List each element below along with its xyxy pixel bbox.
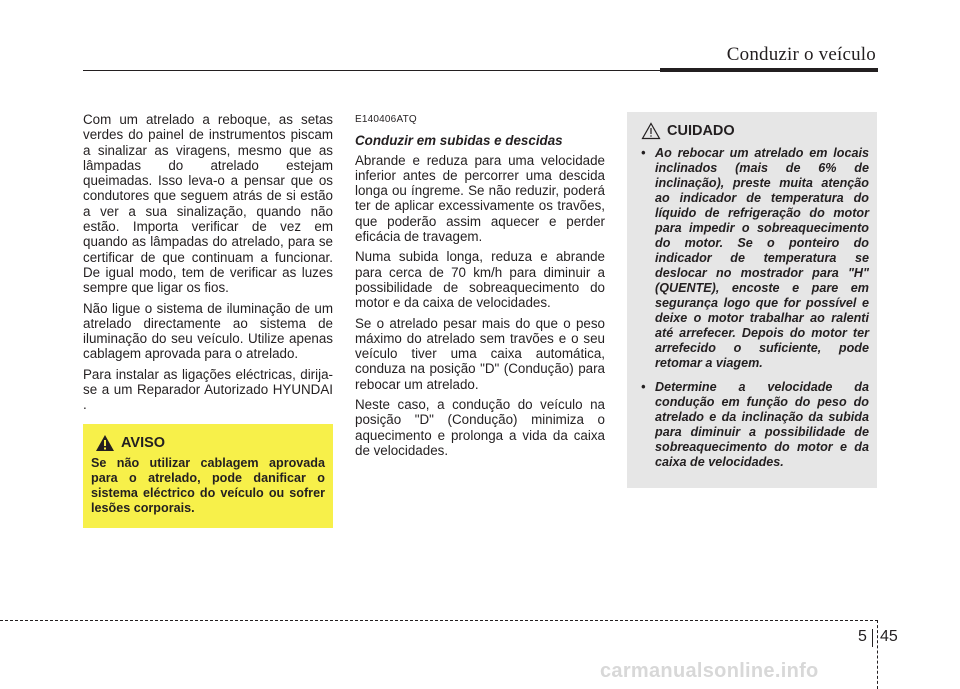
page-header-title: Conduzir o veículo	[726, 44, 876, 65]
chapter-number: 5	[858, 628, 867, 645]
caution-header	[641, 122, 869, 140]
paragraph: Abrande e reduza para uma velocidade inferior antes de percorrer uma descida longa ou íngreme. Se não reduzir, poderá ter de aplicar excessivamente os travões, que poderão assim aquecer e perder eficácia de travagem.	[355, 152, 605, 245]
caution-item	[635, 380, 869, 470]
paragraph: Com um atrelado a reboque, as setas verdes do painel de instrumentos piscam a sinalizar as viragens, mesmo que as lâmpadas do atrelado estejam queimadas. Isso leva-o a pensar que os condutores que seguem atrás de si estão a ver a sua sinalização, quando não estão. Importa verificar de vez em quando as lâmpadas do atrelado, para se certificar de que continuam a funcionar. De igual modo, tem de verificar as luzes sempre que ligar os fios.	[83, 112, 333, 296]
caution-item-text: Determine a velocidade da condução em função do peso do atrelado e da inclinação da subida para diminuir a possibilidade de sobreaquecimento do motor e da caixa de velocidades.	[655, 380, 869, 469]
bullet-icon: •	[641, 146, 646, 160]
warning-header	[95, 434, 325, 452]
caution-box	[627, 112, 877, 488]
header-rule-accent	[660, 68, 878, 72]
paragraph: Para instalar as ligações eléctricas, dirija-se a um Reparador Autorizado HYUNDAI .	[83, 366, 333, 413]
text-column-middle	[355, 112, 605, 463]
section-code: E140406ATQ	[355, 114, 417, 125]
section-heading: Conduzir em subidas e descidas	[355, 133, 563, 149]
paragraph: Não ligue o sistema de iluminação de um atrelado directamente ao sistema de iluminação do seu veículo. Utilize apenas cablagem aprovada para o atrelado.	[83, 300, 333, 362]
caution-item	[635, 146, 869, 371]
caution-list	[635, 146, 869, 470]
warning-box	[83, 424, 333, 528]
page-number: 45	[880, 628, 898, 645]
footer-crop-line	[877, 620, 878, 689]
warning-triangle-icon	[95, 434, 115, 452]
caution-item-text: Ao rebocar um atrelado em locais inclinados (mais de 6% de inclinação), preste muita atenção ao indicador de temperatura do líquido de refrigeração do motor para impedir o sobreaquecimento do motor. Se o ponteiro do indicador de temperatura se deslocar no mostrador para "H" (QUENTE), encoste e pare em segurança logo que for possível e deixe o motor trabalhar ao ralenti até arrefecer. Depois do motor ter arrefecido o suficiente, pode retomar a viagem.	[655, 146, 869, 370]
paragraph: Numa subida longa, reduza e abrande para cerca de 70 km/h para diminuir a possibilidade de sobreaquecimento do motor e da caixa de velocidades.	[355, 249, 605, 311]
bullet-icon: •	[641, 380, 646, 394]
footer-rule	[0, 620, 878, 621]
page-number-divider	[872, 629, 873, 647]
paragraph: Neste caso, a condução do veículo na posição "D" (Condução) minimiza o aquecimento e prolonga a vida da caixa de velocidades.	[355, 397, 605, 458]
warning-text: Se não utilizar cablagem aprovada para o atrelado, pode danificar o sistema eléctrico do veículo ou sofrer lesões corporais.	[91, 456, 325, 515]
warning-title: AVISO	[121, 435, 166, 451]
caution-triangle-icon	[641, 122, 661, 140]
paragraph: Se o atrelado pesar mais do que o peso máximo do atrelado sem travões e o seu veículo tiver uma caixa automática, conduza na posição "D" (Condução) para rebocar um atrelado.	[355, 315, 605, 392]
header-rule	[83, 70, 663, 71]
text-column-left	[83, 112, 333, 418]
watermark: carmanualsonline.info	[600, 660, 819, 682]
caution-title: CUIDADO	[667, 123, 735, 139]
